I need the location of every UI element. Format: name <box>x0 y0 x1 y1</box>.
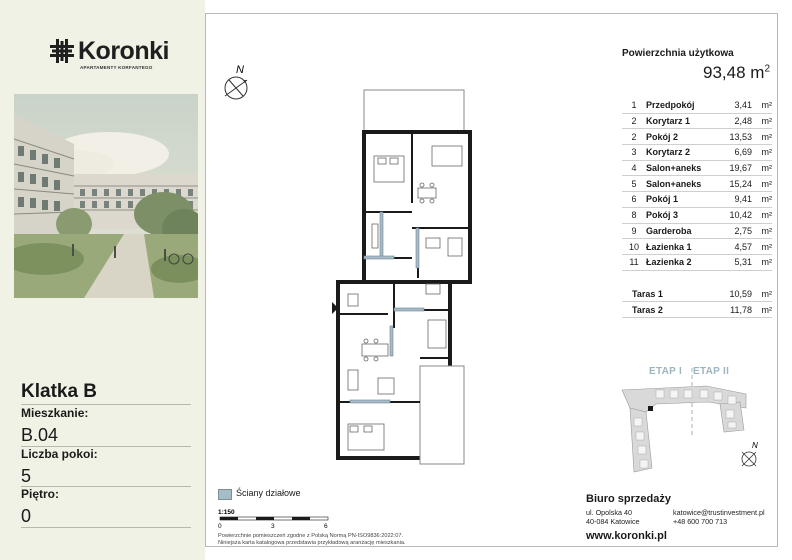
room-unit: m² <box>752 207 772 223</box>
etap-1-label: ETAP I <box>649 366 683 377</box>
room-row <box>622 223 772 239</box>
sales-phone-link[interactable]: +48 600 700 713 <box>673 517 728 526</box>
scale-ratio: 1:150 <box>218 509 235 516</box>
room-name: Salon+aneks <box>646 176 716 192</box>
terrace-row <box>622 286 772 302</box>
left-panel <box>0 0 205 560</box>
room-area: 5,31 <box>716 254 752 270</box>
terrace-row <box>622 302 772 318</box>
room-name: Łazienka 1 <box>646 239 716 255</box>
divider <box>21 527 191 528</box>
room-name: Garderoba <box>646 223 716 239</box>
room-row <box>622 192 772 208</box>
scale-bar <box>218 508 333 530</box>
scale-tick: 3 <box>271 523 275 530</box>
room-row <box>622 113 772 129</box>
floor-plan <box>328 88 478 470</box>
disclaimer-note: Powierzchnie pomieszczeń zgodne z Polską Normą PN-ISO9836:2022:07. Niniejsza karta katalogowa przedstawia przykładową aranżację mieszkania. <box>218 533 406 546</box>
room-area: 15,24 <box>716 176 752 192</box>
compass-north-label: N <box>236 64 244 76</box>
site-north-label: N <box>752 441 758 450</box>
room-number: 10 <box>622 239 646 255</box>
floor-label: Piętro: <box>21 487 60 501</box>
room-unit: m² <box>752 98 772 113</box>
room-name: Korytarz 1 <box>646 113 716 129</box>
rooms-value: 5 <box>21 466 32 486</box>
terrace-area: 10,59 <box>712 286 752 302</box>
room-area: 9,41 <box>716 192 752 208</box>
room-number: 2 <box>622 113 646 129</box>
terrace-unit: m² <box>752 286 772 302</box>
room-unit: m² <box>752 192 772 208</box>
room-unit: m² <box>752 254 772 270</box>
terrace-unit: m² <box>752 302 772 318</box>
room-name: Salon+aneks <box>646 160 716 176</box>
etap-2-label: ETAP II <box>693 366 730 377</box>
room-number: 4 <box>622 160 646 176</box>
room-number: 8 <box>622 207 646 223</box>
area-label: Powierzchnia użytkowa <box>622 48 734 59</box>
room-number: 1 <box>622 98 646 113</box>
apartment-label: Mieszkanie: <box>21 406 89 420</box>
sales-office-title: Biuro sprzedaży <box>586 493 671 505</box>
room-name: Pokój 3 <box>646 207 716 223</box>
terrace-area: 11,78 <box>712 302 752 318</box>
stairwell-title: Klatka B <box>21 381 98 402</box>
scale-tick: 0 <box>218 523 222 530</box>
room-name: Korytarz 2 <box>646 145 716 161</box>
room-number: 9 <box>622 223 646 239</box>
room-area: 6,69 <box>716 145 752 161</box>
room-unit: m² <box>752 160 772 176</box>
room-unit: m² <box>752 113 772 129</box>
room-row <box>622 207 772 223</box>
room-number: 2 <box>622 129 646 145</box>
room-area: 2,75 <box>716 223 752 239</box>
room-area: 10,42 <box>716 207 752 223</box>
room-unit: m² <box>752 129 772 145</box>
room-number: 6 <box>622 192 646 208</box>
room-area: 3,41 <box>716 98 752 113</box>
terrace-name: Taras 1 <box>622 286 712 302</box>
website-link[interactable]: www.koronki.pl <box>586 530 667 542</box>
partition-wall-swatch <box>218 489 232 500</box>
room-name: Pokój 2 <box>646 129 716 145</box>
rooms-table <box>622 98 772 271</box>
brand-logo[interactable] <box>50 38 170 74</box>
terraces-table <box>622 286 772 318</box>
room-row <box>622 254 772 270</box>
area-total: 93,48 $m^2$ <box>702 63 770 82</box>
room-area: 19,67 <box>716 160 752 176</box>
rooms-label: Liczba pokoi: <box>21 447 98 461</box>
room-row <box>622 160 772 176</box>
room-name: Przedpokój <box>646 98 716 113</box>
divider <box>21 404 191 405</box>
room-unit: m² <box>752 145 772 161</box>
room-number: 3 <box>622 145 646 161</box>
brand-name: Koronki <box>78 37 169 65</box>
compass-icon <box>220 63 254 105</box>
room-name: Pokój 1 <box>646 192 716 208</box>
room-number: 5 <box>622 176 646 192</box>
scale-tick: 6 <box>324 523 328 530</box>
room-name: Łazienka 2 <box>646 254 716 270</box>
legend-walls-label: Ściany działowe <box>236 488 301 498</box>
room-area: 2,48 <box>716 113 752 129</box>
floor-value: 0 <box>21 506 32 526</box>
room-row <box>622 176 772 192</box>
building-photo <box>14 94 198 298</box>
sales-email-link[interactable]: katowice@trustinvestment.pl <box>673 508 765 517</box>
room-number: 11 <box>622 254 646 270</box>
room-unit: m² <box>752 239 772 255</box>
sales-address-line2: 40-084 Katowice <box>586 517 640 526</box>
room-row <box>622 129 772 145</box>
room-row <box>622 239 772 255</box>
room-unit: m² <box>752 223 772 239</box>
apartment-value: B.04 <box>21 425 59 445</box>
room-unit: m² <box>752 176 772 192</box>
brand-tagline: APARTAMENTY KORFANTEGO <box>80 65 153 70</box>
room-area: 4,57 <box>716 239 752 255</box>
terrace-name: Taras 2 <box>622 302 712 318</box>
room-row <box>622 98 772 113</box>
room-area: 13,53 <box>716 129 752 145</box>
site-plan <box>616 368 776 480</box>
sales-address-line1: ul. Opolska 40 <box>586 508 632 517</box>
koronki-logo-icon <box>50 39 74 63</box>
room-row <box>622 145 772 161</box>
